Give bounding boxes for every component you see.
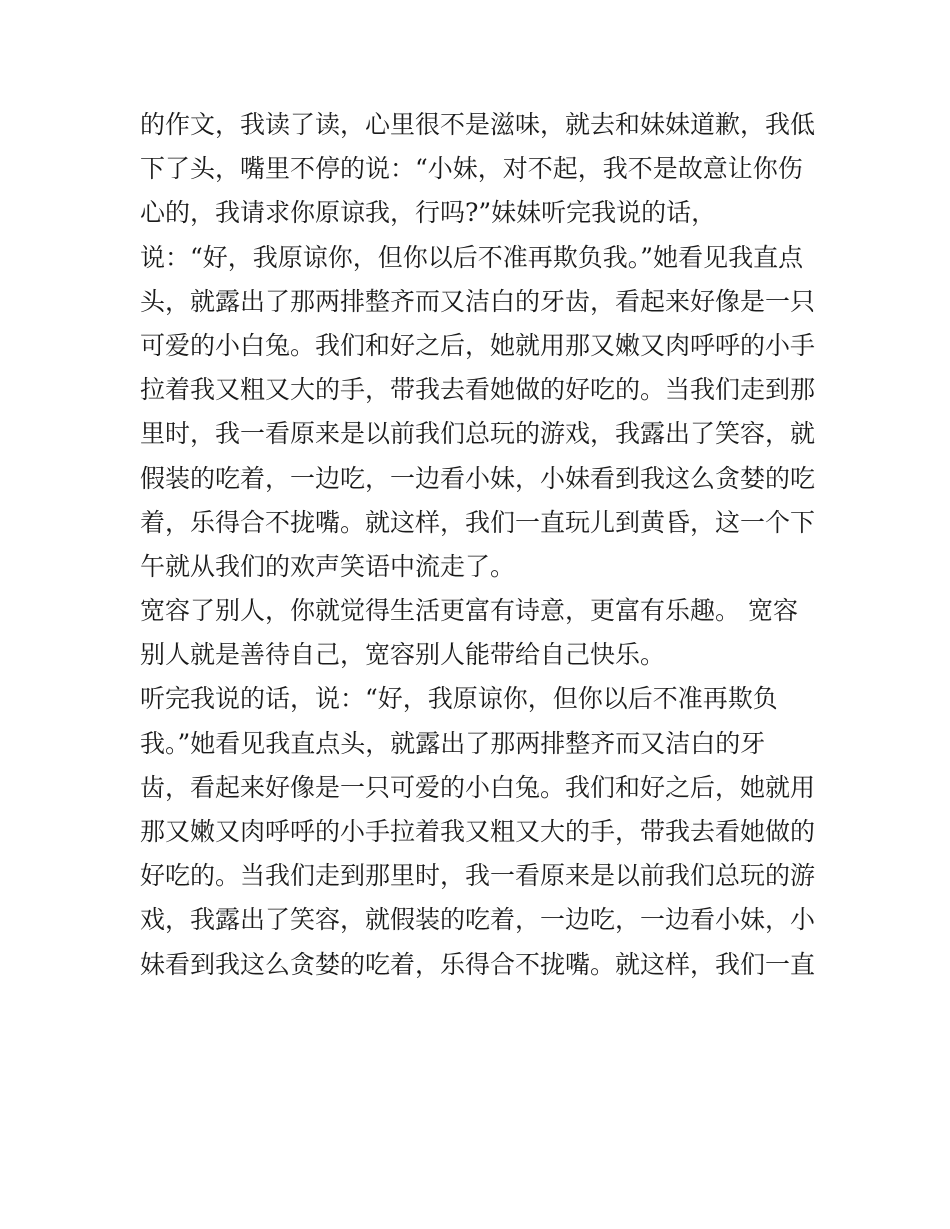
text-line: 心的，我请求你原谅我，行吗?”妹妹听完我说的话，	[140, 198, 717, 228]
text-line: 我。”她看见我直点头，就露出了那两排整齐而又洁白的牙	[140, 728, 766, 758]
text-line: 里时，我一看原来是以前我们总玩的游戏，我露出了笑容，就	[140, 419, 816, 449]
body-text	[140, 103, 820, 987]
text-line: 着，乐得合不拢嘴。就这样，我们一直玩儿到黄昏，这一个下	[140, 507, 816, 537]
text-line: 的作文，我读了读，心里很不是滋味，就去和妹妹道歉，我低	[140, 110, 816, 139]
text-line: 头，就露出了那两排整齐而又洁白的牙齿，看起来好像是一只	[140, 286, 816, 316]
text-line: 假装的吃着，一边吃，一边看小妹，小妹看到我这么贪婪的吃	[140, 463, 816, 493]
text-line: 说：“好，我原谅你，但你以后不准再欺负我。”她看见我直点	[140, 242, 804, 272]
text-line: 可爱的小白兔。我们和好之后，她就用那又嫩又肉呼呼的小手	[140, 330, 816, 360]
text-line: 好吃的。当我们走到那里时，我一看原来是以前我们总玩的游	[140, 861, 816, 891]
text-line: 下了头，嘴里不停的说：“小妹，对不起，我不是故意让你伤	[140, 154, 803, 184]
text-line: 那又嫩又肉呼呼的小手拉着我又粗又大的手，带我去看她做的	[140, 817, 816, 846]
text-line: 戏，我露出了笑容，就假装的吃着，一边吃，一边看小妹，小	[140, 905, 816, 935]
text-line: 听完我说的话，说：“好，我原谅你，但你以后不准再欺负	[140, 684, 778, 714]
text-line: 妹看到我这么贪婪的吃着，乐得合不拢嘴。就这样，我们一直	[140, 949, 816, 979]
text-line: 拉着我又粗又大的手，带我去看她做的好吃的。当我们走到那	[140, 375, 816, 405]
text-line: 宽容了别人，你就觉得生活更富有诗意，更富有乐趣。 宽容	[140, 596, 798, 626]
text-line: 午就从我们的欢声笑语中流走了。	[140, 551, 516, 581]
text-line: 别人就是善待自己，宽容别人能带给自己快乐。	[140, 640, 666, 670]
text-line: 齿，看起来好像是一只可爱的小白兔。我们和好之后，她就用	[140, 772, 816, 802]
